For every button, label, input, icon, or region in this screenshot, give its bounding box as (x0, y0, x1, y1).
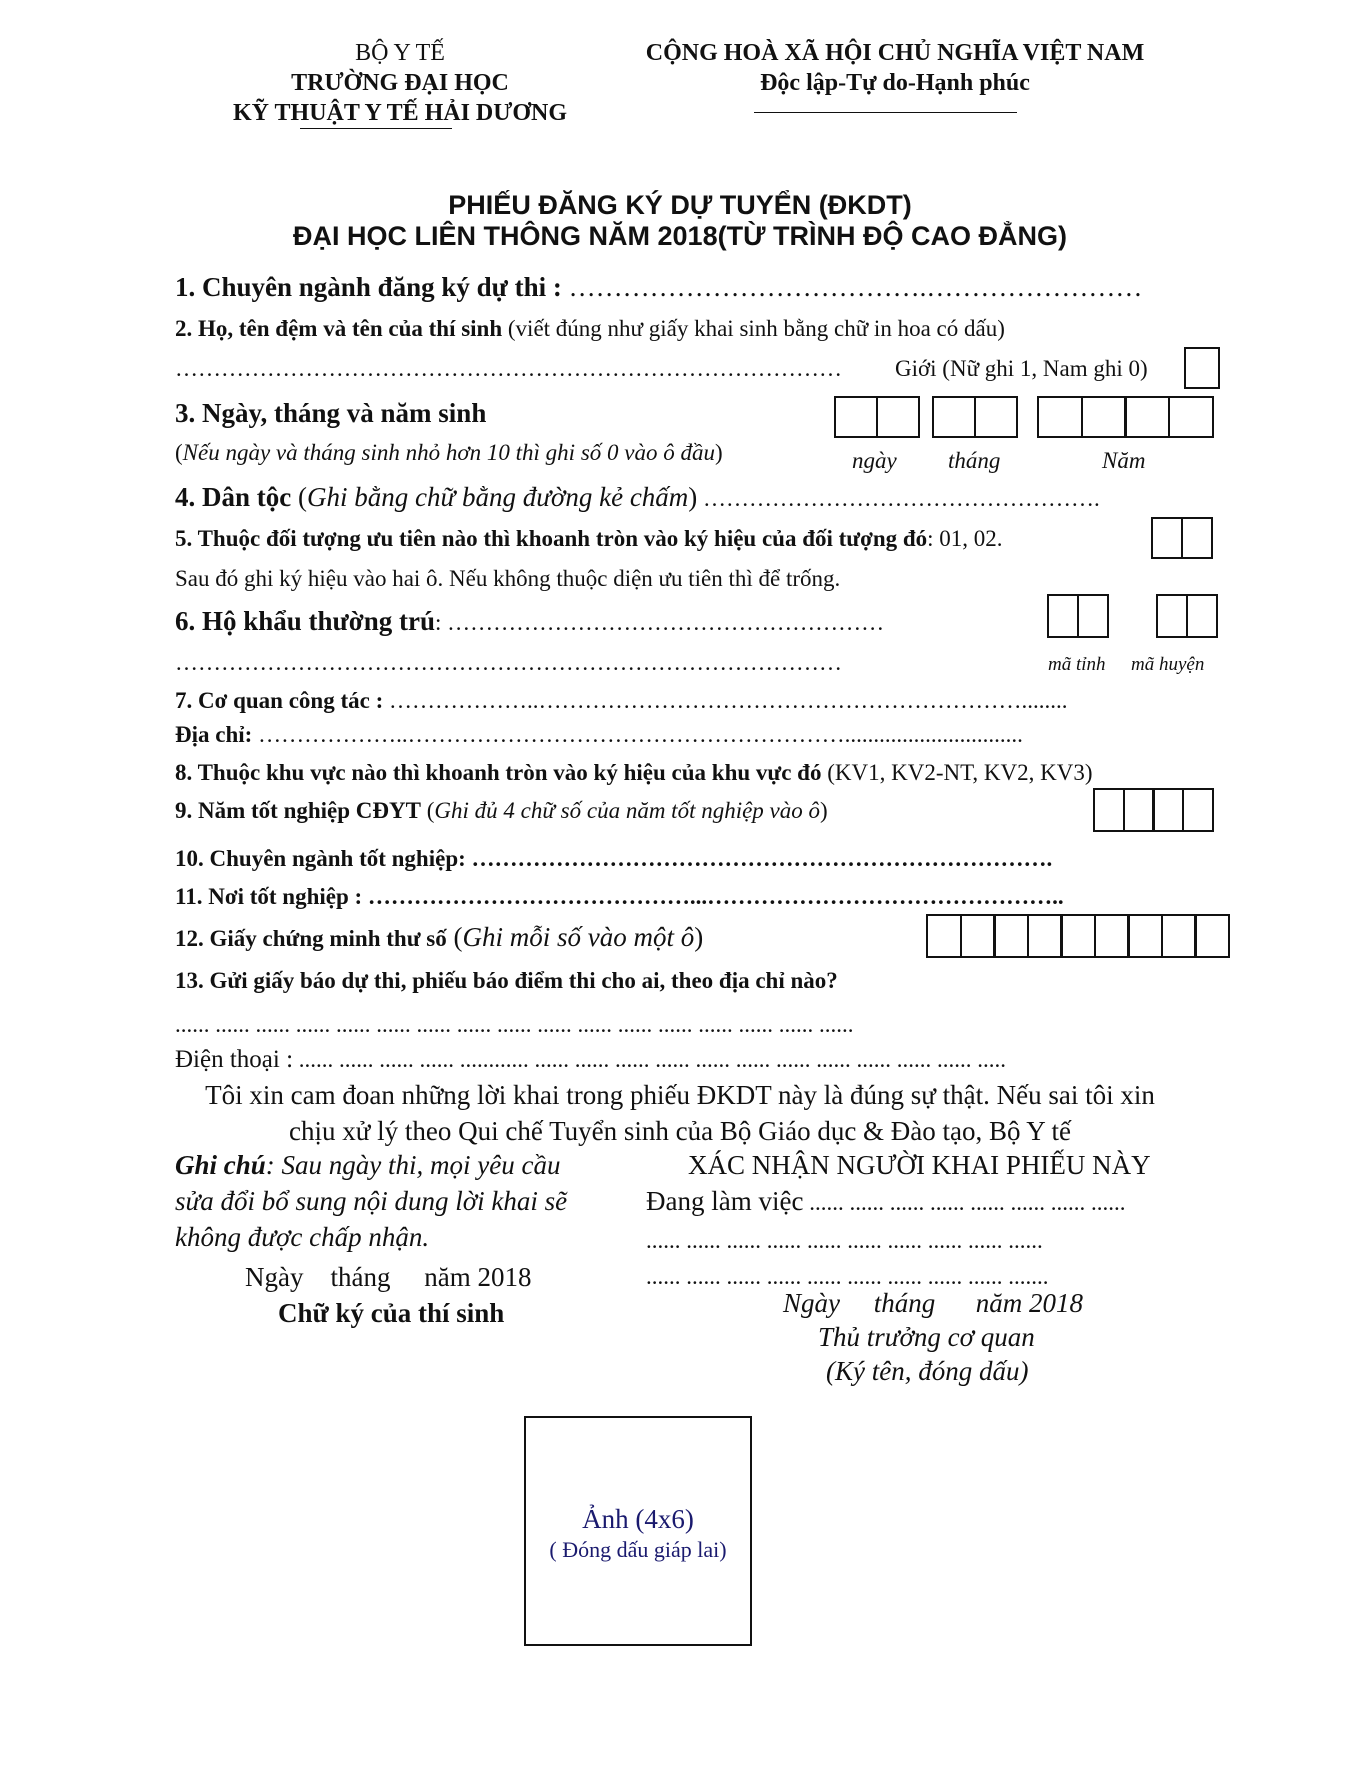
graduation-year-box[interactable] (1182, 788, 1214, 832)
field-11-row (175, 884, 1064, 910)
priority-box[interactable] (1181, 517, 1213, 559)
birth-day-boxes (834, 396, 920, 438)
graduation-year-box[interactable] (1152, 788, 1184, 832)
phone-row (175, 1046, 1006, 1074)
field-2-row (175, 316, 1005, 342)
field-9-row (175, 798, 828, 824)
field-3-hint-open: ( (175, 440, 183, 465)
country-motto: Độc lập-Tự do-Hạnh phúc (760, 70, 1030, 96)
birth-year-box[interactable] (1124, 396, 1170, 438)
priority-boxes (1151, 517, 1213, 559)
field-4-row (175, 482, 1100, 513)
birth-year-box[interactable] (1168, 396, 1214, 438)
note-line1 (175, 1150, 560, 1181)
district-code-box[interactable] (1156, 594, 1188, 638)
header-left-underline (300, 128, 452, 129)
birth-month-box[interactable] (932, 396, 976, 438)
field-3-hint-close: ) (714, 440, 723, 465)
country-name: CỘNG HOÀ XÃ HỘI CHỦ NGHĨA VIỆT NAM (645, 40, 1145, 66)
field-4-hint: Ghi bằng chữ bằng đường kẻ chấm (307, 482, 689, 512)
birth-month-box[interactable] (974, 396, 1018, 438)
field-11-label: 11. Nơi tốt nghiệp : (175, 884, 363, 909)
field-12-hint-close: ) (694, 922, 704, 952)
field-1-label: 1. Chuyên ngành đăng ký dự thi : (175, 272, 562, 302)
confirm-work-line3[interactable]: ...... ...... ...... ...... ...... ...... ...... ...... ...... ....... (646, 1264, 1049, 1289)
phone-label: Điện thoại : (175, 1046, 294, 1073)
ministry-name: BỘ Y TẾ (355, 40, 445, 66)
field-4-label: 4. Dân tộc (175, 482, 292, 512)
university-name-line1: TRƯỜNG ĐẠI HỌC (291, 70, 509, 96)
photo-label: Ảnh (4x6) (582, 1504, 694, 1534)
field-9-hint-open: ( (420, 798, 435, 823)
confirm-work-input[interactable]: ...... ...... ...... ...... ...... ...... ...... ...... (803, 1190, 1126, 1215)
birth-month-boxes (932, 396, 1018, 438)
confirm-work-line2[interactable]: ...... ...... ...... ...... ...... ...... ...... ...... ...... ...... (646, 1228, 1043, 1253)
birth-day-box[interactable] (876, 396, 920, 438)
confirm-title: XÁC NHẬN NGƯỜI KHAI PHIẾU NÀY (688, 1150, 1151, 1180)
graduation-year-box[interactable] (1093, 788, 1125, 832)
field-2-label: 2. Họ, tên đệm và tên của thí sinh (175, 316, 503, 341)
note-text: : Sau ngày thi, mọi yêu cầu (265, 1150, 561, 1180)
candidate-signature-label: Chữ ký của thí sinh (278, 1298, 505, 1328)
confirm-work-row (646, 1186, 1125, 1217)
declaration-line1: Tôi xin cam đoan những lời khai trong phiếu ĐKDT này là đúng sự thật. Nếu sai tôi xin (205, 1080, 1155, 1110)
field-8-codes: (KV1, KV2-NT, KV2, KV3) (821, 760, 1093, 785)
field-5-row (175, 526, 1003, 552)
field-8-row (175, 760, 1093, 786)
birth-year-boxes (1037, 396, 1214, 438)
field-2-input[interactable]: …………………………………………………………………………… (175, 356, 842, 381)
field-9-hint-close: ) (820, 798, 828, 823)
field-6-label: 6. Hộ khẩu thường trú (175, 606, 435, 636)
birth-day-caption: ngày (852, 448, 897, 473)
field-13-input[interactable]: ...... ...... ...... ...... ...... ...... ...... ...... ...... ...... ...... ...... ...... ...... ...... ...... ...... (175, 1012, 854, 1037)
field-6-input-line2[interactable]: …………………………………………………………………………… (175, 650, 842, 675)
priority-box[interactable] (1151, 517, 1183, 559)
field-10-label: 10. Chuyên ngành tốt nghiệp: (175, 846, 466, 871)
confirm-work-label: Đang làm việc (646, 1186, 804, 1216)
field-10-row (175, 846, 1052, 872)
field-1-input[interactable]: ………………………………….…………………… (568, 272, 1143, 302)
field-12-hint: Ghi mỗi số vào một ô (462, 922, 695, 952)
field-13-label: 13. Gửi giấy báo dự thi, phiếu báo điểm thi cho ai, theo địa chỉ nào? (175, 968, 838, 993)
graduation-year-boxes (1093, 788, 1214, 832)
confirm-head: Thủ trưởng cơ quan (818, 1322, 1035, 1352)
district-code-boxes (1156, 594, 1218, 638)
field-3-label: 3. Ngày, tháng và năm sinh (175, 398, 487, 428)
gender-box[interactable] (1184, 347, 1220, 389)
field-12-hint-open: ( (446, 922, 463, 952)
note-line3: không được chấp nhận. (175, 1222, 430, 1252)
field-7-input[interactable]: ………………..………………………………………………………........ (383, 688, 1068, 713)
graduation-year-box[interactable] (1123, 788, 1155, 832)
field-4-hint-close: ) (688, 482, 698, 512)
id-number-box[interactable] (1194, 914, 1230, 958)
id-number-box[interactable] (1094, 914, 1130, 958)
field-4-hint-open: ( (291, 482, 307, 512)
field-3-hint-row (175, 440, 723, 466)
birth-year-caption: Năm (1102, 448, 1146, 473)
field-7-label: 7. Cơ quan công tác : (175, 688, 384, 713)
field-5-instruction: Sau đó ghi ký hiệu vào hai ô. Nếu không thuộc diện ưu tiên thì để trống. (175, 566, 841, 591)
field-12-label: 12. Giấy chứng minh thư số (175, 926, 447, 951)
province-code-caption: mã tỉnh (1048, 654, 1106, 675)
id-number-box[interactable] (960, 914, 996, 958)
id-number-box[interactable] (926, 914, 962, 958)
field-10-input[interactable]: …………………………………………………………………. (465, 846, 1053, 871)
field-5-codes: : 01, 02. (927, 526, 1003, 551)
note-line2: sửa đổi bổ sung nội dung lời khai sẽ (175, 1186, 568, 1216)
field-7-row (175, 688, 1068, 714)
field-6-input[interactable]: : ………………………………………………… (434, 610, 885, 635)
note-label: Ghi chú (175, 1150, 266, 1180)
field-11-input[interactable]: ……………………………………...……………………………………….. (362, 884, 1064, 909)
photo-box[interactable] (524, 1416, 752, 1646)
phone-input[interactable]: ...... ...... ...... ...... ............ ...... ...... ...... ...... ...... ...... ...... ...... ...... ...... ...... ..... (293, 1047, 1007, 1072)
birth-year-box[interactable] (1081, 396, 1127, 438)
confirm-date: Ngày tháng năm 2018 (783, 1288, 1083, 1318)
id-number-box[interactable] (1161, 914, 1197, 958)
field-6-row (175, 606, 884, 637)
field-1-row (175, 272, 1142, 303)
field-5-label: 5. Thuộc đối tượng ưu tiên nào thì khoanh tròn vào ký hiệu của đối tượng đó (175, 526, 928, 551)
field-7-address-label: Địa chỉ: (175, 722, 253, 747)
field-9-label: 9. Năm tốt nghiệp CĐYT (175, 798, 421, 823)
id-number-box[interactable] (1127, 914, 1163, 958)
university-name-line2: KỸ THUẬT Y TẾ HẢI DƯƠNG (232, 100, 568, 126)
field-8-label: 8. Thuộc khu vực nào thì khoanh tròn vào ký hiệu của khu vực đó (175, 760, 822, 785)
field-12-row (175, 922, 703, 953)
id-number-box[interactable] (1027, 914, 1063, 958)
province-code-box[interactable] (1047, 594, 1079, 638)
gender-label: Giới (Nữ ghi 1, Nam ghi 0) (895, 356, 1148, 381)
province-code-box[interactable] (1077, 594, 1109, 638)
birth-day-box[interactable] (834, 396, 878, 438)
district-code-box[interactable] (1186, 594, 1218, 638)
id-number-box[interactable] (1060, 914, 1096, 958)
id-number-box[interactable] (993, 914, 1029, 958)
birth-month-caption: tháng (948, 448, 1001, 473)
photo-stamp-note: ( Đóng dấu giáp lai) (549, 1537, 727, 1562)
candidate-date: Ngày tháng năm 2018 (245, 1262, 532, 1292)
field-7-address-row (175, 722, 1023, 748)
declaration-line2: chịu xử lý theo Qui chế Tuyển sinh của Bộ Giáo dục & Đào tạo, Bộ Y tế (288, 1116, 1072, 1146)
field-3-hint: Nếu ngày và tháng sinh nhỏ hơn 10 thì ghi số 0 vào ô đầu (182, 440, 715, 465)
field-4-input[interactable]: ……………………………………………. (697, 486, 1100, 511)
birth-year-box[interactable] (1037, 396, 1083, 438)
province-code-boxes (1047, 594, 1109, 638)
form-title-line1: PHIẾU ĐĂNG KÝ DỰ TUYỂN (ĐKDT) (448, 190, 912, 220)
confirm-sign: (Ký tên, đóng dấu) (826, 1356, 1029, 1386)
header-right-underline (754, 112, 1017, 113)
field-7-address-input[interactable]: ………………..…………………………………………………............................... (252, 722, 1023, 747)
district-code-caption: mã huyện (1131, 654, 1205, 675)
field-9-hint: Ghi đủ 4 chữ số của năm tốt nghiệp vào ô (434, 798, 821, 823)
form-title-line2: ĐẠI HỌC LIÊN THÔNG NĂM 2018(TỪ TRÌNH ĐỘ CAO ĐẲNG) (293, 221, 1067, 251)
field-2-hint: (viết đúng như giấy khai sinh bằng chữ in hoa có dấu) (507, 316, 1005, 341)
id-number-boxes (926, 914, 1230, 958)
